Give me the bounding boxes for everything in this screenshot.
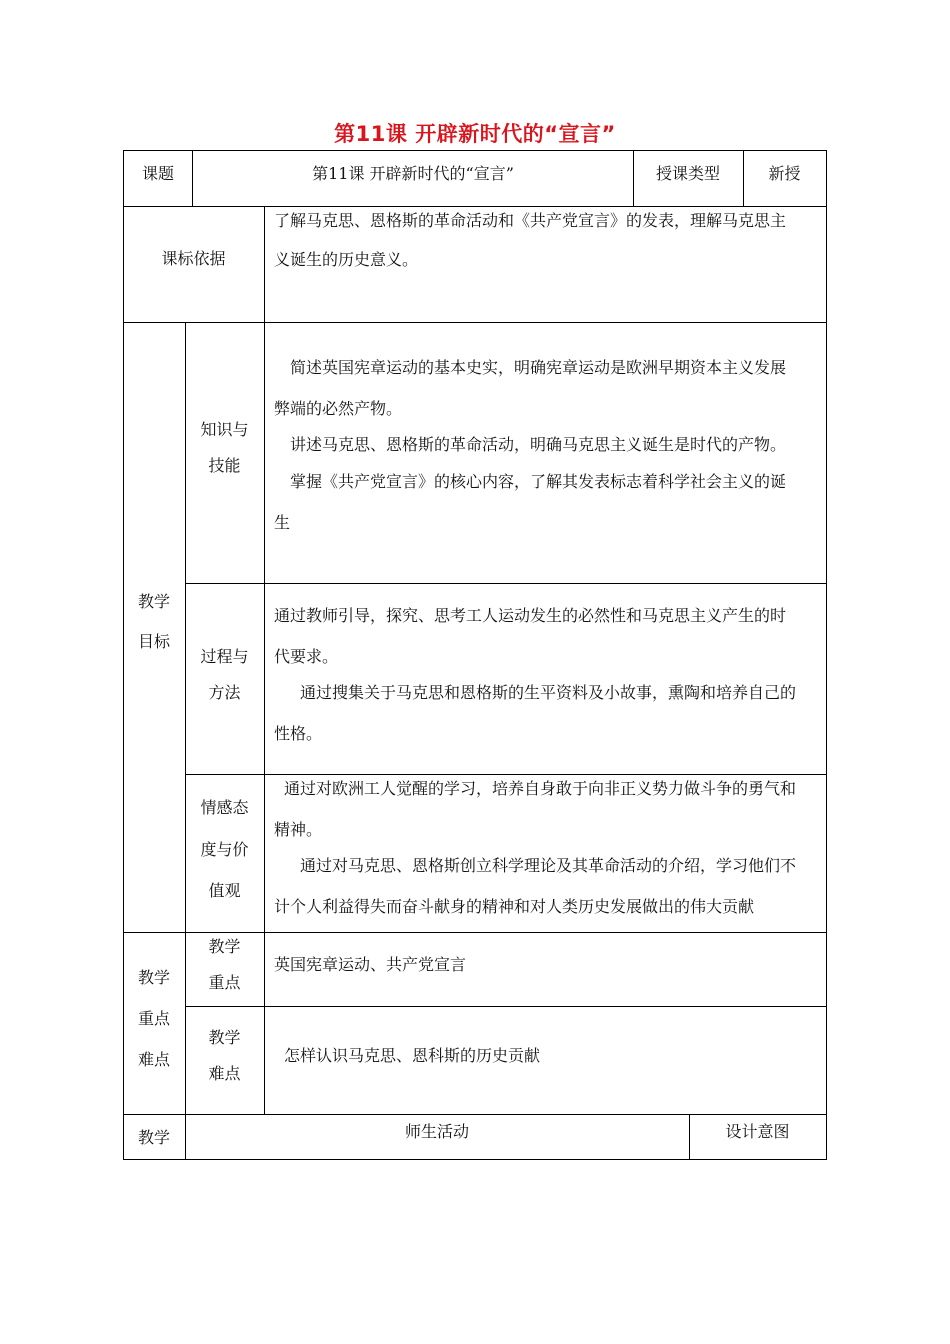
emotion-line: 精神。 bbox=[274, 820, 323, 839]
focus-label: 教学 bbox=[208, 937, 241, 956]
keypoints-label: 重点 bbox=[137, 1009, 170, 1028]
knowledge-label: 技能 bbox=[208, 456, 241, 475]
emotion-label: 情感态 bbox=[200, 798, 249, 817]
focus-text: 英国宪章运动、共产党宣言 bbox=[274, 955, 467, 974]
emotion-line: 通过对马克思、恩格斯创立科学理论及其革命活动的介绍，学习他们不 bbox=[300, 856, 797, 875]
lesson-type-value: 新授 bbox=[768, 164, 801, 183]
activity-header: 师生活动 bbox=[404, 1122, 469, 1141]
standard-label: 课标依据 bbox=[161, 249, 226, 268]
knowledge-line: 弊端的必然产物。 bbox=[274, 399, 403, 418]
emotion-line: 通过对欧洲工人觉醒的学习，培养自身敢于向非正义势力做斗争的勇气和 bbox=[284, 779, 797, 798]
keypoints-label: 教学 bbox=[137, 968, 170, 987]
keypoints-label: 难点 bbox=[137, 1050, 170, 1069]
standard-line: 了解马克思、恩格斯的革命活动和《共产党宣言》的发表，理解马克思主 bbox=[274, 211, 787, 230]
process-line: 通过教师引导，探究、思考工人运动发生的必然性和马克思主义产生的时 bbox=[274, 606, 787, 625]
knowledge-line: 简述英国宪章运动的基本史实，明确宪章运动是欧洲早期资本主义发展 bbox=[290, 358, 787, 377]
knowledge-line: 生 bbox=[274, 513, 291, 532]
emotion-label: 值观 bbox=[208, 881, 241, 900]
difficulty-label: 教学 bbox=[208, 1028, 241, 1047]
subject-label: 课题 bbox=[141, 164, 174, 183]
process-row-label: 教学 bbox=[137, 1128, 170, 1147]
intent-header: 设计意图 bbox=[725, 1122, 790, 1141]
goals-label: 教学 bbox=[137, 592, 170, 611]
process-line: 性格。 bbox=[274, 724, 323, 743]
difficulty-label: 难点 bbox=[208, 1064, 241, 1083]
goals-label: 目标 bbox=[137, 632, 170, 651]
standard-line: 义诞生的历史意义。 bbox=[274, 250, 419, 269]
process-line: 通过搜集关于马克思和恩格斯的生平资料及小故事，熏陶和培养自己的 bbox=[300, 683, 797, 702]
knowledge-line: 讲述马克思、恩格斯的革命活动，明确马克思主义诞生是时代的产物。 bbox=[290, 435, 787, 454]
knowledge-line: 掌握《共产党宣言》的核心内容，了解其发表标志着科学社会主义的诞 bbox=[290, 472, 787, 491]
emotion-label: 度与价 bbox=[200, 840, 249, 859]
emotion-line: 计个人利益得失而奋斗献身的精神和对人类历史发展做出的伟大贡献 bbox=[274, 897, 755, 916]
process-line: 代要求。 bbox=[274, 647, 339, 666]
subject-value: 第11课 开辟新时代的“宣言” bbox=[312, 164, 514, 183]
page-title: 第11课 开辟新时代的“宣言” bbox=[334, 122, 616, 146]
difficulty-text: 怎样认识马克思、恩科斯的历史贡献 bbox=[284, 1046, 541, 1065]
knowledge-label: 知识与 bbox=[200, 420, 249, 439]
lesson-type-label: 授课类型 bbox=[655, 164, 720, 183]
focus-label: 重点 bbox=[208, 973, 241, 992]
process-label: 方法 bbox=[208, 683, 241, 702]
process-label: 过程与 bbox=[200, 647, 249, 666]
